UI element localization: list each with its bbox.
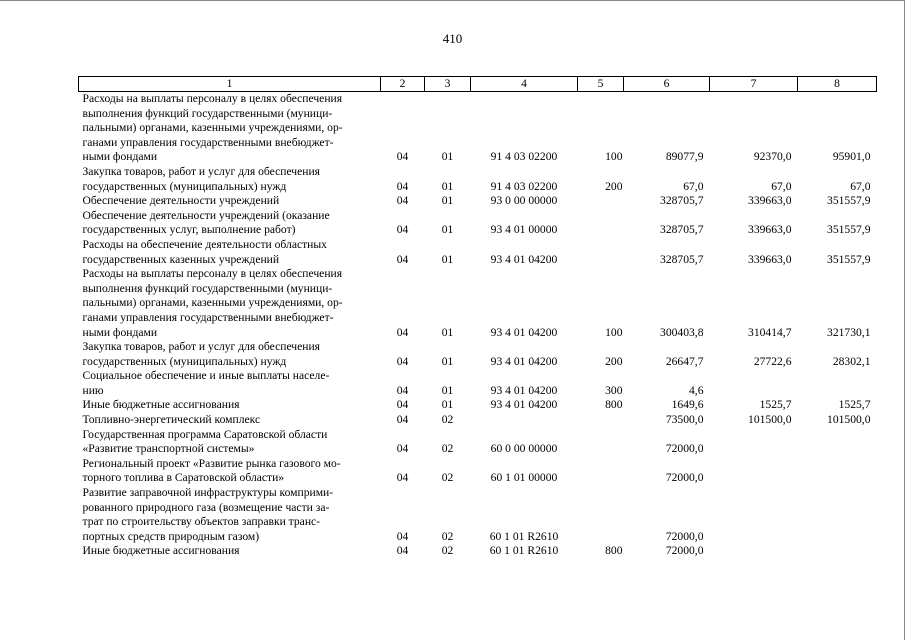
row-description xyxy=(79,457,381,486)
page-top-edge xyxy=(0,0,905,1)
table-row xyxy=(79,544,877,559)
amount-year-3: 28302,1 xyxy=(832,354,871,368)
description-line: государственных (муниципальных) нужд xyxy=(82,179,287,193)
amount-year-3 xyxy=(798,457,877,486)
subsection-code: 01 xyxy=(441,194,454,208)
section-code: 04 xyxy=(396,544,409,558)
section-code: 04 xyxy=(396,442,409,456)
table-row xyxy=(79,486,877,544)
subsection-code: 01 xyxy=(441,150,454,164)
amount-year-2 xyxy=(710,369,798,398)
page-number: 410 xyxy=(442,31,463,46)
column-header: 1 xyxy=(79,77,381,92)
subsection-code: 02 xyxy=(441,544,454,558)
description-line: Расходы на обеспечение деятельности областных xyxy=(82,237,327,251)
section-code: 04 xyxy=(396,413,409,427)
column-header: 4 xyxy=(471,77,578,92)
amount-year-2: 67,0 xyxy=(771,179,792,193)
description-line: пальными) органами, казенными учреждениями, ор- xyxy=(82,296,343,310)
subsection-code: 02 xyxy=(441,442,454,456)
amount-year-3: 351557,9 xyxy=(827,194,871,208)
description-line: трат по строительству объектов заправки транс- xyxy=(82,515,321,529)
table-row xyxy=(79,340,877,369)
section-code: 04 xyxy=(396,471,409,485)
target-article-code: 93 4 01 04200 xyxy=(490,325,558,339)
description-line: нию xyxy=(82,383,104,397)
amount-year-1: 328705,7 xyxy=(660,194,704,208)
expense-type-code xyxy=(578,413,624,428)
subsection-code: 01 xyxy=(441,252,454,266)
description-line: Обеспечение деятельности учреждений (оказание xyxy=(82,208,330,222)
table-row xyxy=(79,398,877,413)
description-line: Государственная программа Саратовской области xyxy=(82,427,328,441)
amount-year-2: 339663,0 xyxy=(748,194,792,208)
section-code: 04 xyxy=(396,223,409,237)
expense-type-code: 100 xyxy=(605,325,623,339)
target-article-code: 93 4 01 04200 xyxy=(490,252,558,266)
description-line: государственных (муниципальных) нужд xyxy=(82,354,287,368)
description-line: выполнения функций государственными (муници- xyxy=(82,106,333,120)
description-line: Расходы на выплаты персоналу в целях обеспечения xyxy=(82,92,343,105)
column-header: 5 xyxy=(578,77,624,92)
table-row xyxy=(79,428,877,457)
section-code: 04 xyxy=(396,529,409,543)
table-row xyxy=(79,165,877,194)
subsection-code: 02 xyxy=(441,529,454,543)
description-line: Закупка товаров, работ и услуг для обеспечения xyxy=(82,340,321,354)
description-line: ными фондами xyxy=(82,325,158,339)
amount-year-1: 328705,7 xyxy=(660,223,704,237)
target-article-code: 93 4 01 04200 xyxy=(490,383,558,397)
description-line: «Развитие транспортной системы» xyxy=(82,442,255,456)
amount-year-3 xyxy=(798,369,877,398)
description-line: выполнения функций государственными (муници- xyxy=(82,281,333,295)
target-article-code: 93 4 01 04200 xyxy=(490,354,558,368)
amount-year-1: 72000,0 xyxy=(665,544,704,558)
target-article-code: 93 4 01 00000 xyxy=(490,223,558,237)
column-header: 2 xyxy=(381,77,425,92)
description-line: пальными) органами, казенными учреждениями, ор- xyxy=(82,121,343,135)
description-line: Иные бюджетные ассигнования xyxy=(82,398,240,412)
amount-year-1: 72000,0 xyxy=(665,471,704,485)
amount-year-3 xyxy=(798,486,877,544)
expense-type-code: 800 xyxy=(605,544,623,558)
target-article-code: 93 0 00 00000 xyxy=(490,194,558,208)
amount-year-2: 92370,0 xyxy=(753,150,792,164)
table-header-row xyxy=(79,77,877,92)
description-line: портных средств природным газом) xyxy=(82,529,260,543)
row-description xyxy=(79,398,381,413)
expense-type-code xyxy=(578,194,624,209)
expense-type-code xyxy=(578,238,624,267)
amount-year-3: 351557,9 xyxy=(827,223,871,237)
row-description xyxy=(79,238,381,267)
expense-type-code xyxy=(578,457,624,486)
column-header: 7 xyxy=(710,77,798,92)
description-line: Закупка товаров, работ и услуг для обеспечения xyxy=(82,164,321,178)
subsection-code: 01 xyxy=(441,223,454,237)
description-line: государственных казенных учреждений xyxy=(82,252,280,266)
expense-type-code xyxy=(578,428,624,457)
column-header: 3 xyxy=(425,77,471,92)
amount-year-1: 89077,9 xyxy=(665,150,704,164)
section-code: 04 xyxy=(396,194,409,208)
amount-year-1: 73500,0 xyxy=(665,413,704,427)
table-row xyxy=(79,413,877,428)
amount-year-2 xyxy=(710,457,798,486)
amount-year-2: 1525,7 xyxy=(759,398,792,412)
amount-year-1: 4,6 xyxy=(689,383,704,397)
section-code: 04 xyxy=(396,325,409,339)
subsection-code: 01 xyxy=(441,179,454,193)
amount-year-2: 101500,0 xyxy=(748,413,792,427)
target-article-code: 91 4 03 02200 xyxy=(490,150,558,164)
section-code: 04 xyxy=(396,252,409,266)
amount-year-3: 67,0 xyxy=(850,179,871,193)
amount-year-2: 27722,6 xyxy=(753,354,792,368)
description-line: торного топлива в Саратовской области» xyxy=(82,471,285,485)
description-line: Иные бюджетные ассигнования xyxy=(82,544,240,558)
subsection-code: 02 xyxy=(441,413,454,427)
amount-year-1: 300403,8 xyxy=(660,325,704,339)
target-article-code: 60 1 01 R2610 xyxy=(489,544,559,558)
table-row xyxy=(79,209,877,238)
amount-year-2: 339663,0 xyxy=(748,252,792,266)
subsection-code: 01 xyxy=(441,325,454,339)
row-description xyxy=(79,413,381,428)
amount-year-2 xyxy=(710,428,798,457)
subsection-code: 01 xyxy=(441,354,454,368)
target-article-code: 91 4 03 02200 xyxy=(490,179,558,193)
amount-year-3 xyxy=(798,428,877,457)
section-code: 04 xyxy=(396,383,409,397)
amount-year-2 xyxy=(710,486,798,544)
amount-year-1: 72000,0 xyxy=(665,529,704,543)
table-row xyxy=(79,369,877,398)
description-line: ганами управления государственными внебюджет- xyxy=(82,310,334,324)
row-description xyxy=(79,165,381,194)
row-description xyxy=(79,486,381,544)
section-code: 04 xyxy=(396,179,409,193)
expense-type-code: 100 xyxy=(605,150,623,164)
description-line: Обеспечение деятельности учреждений xyxy=(82,194,280,208)
table-row xyxy=(79,267,877,340)
subsection-code: 01 xyxy=(441,383,454,397)
target-article-code: 60 1 01 00000 xyxy=(490,471,558,485)
target-article-code: 60 1 01 R2610 xyxy=(489,529,559,543)
table-row xyxy=(79,194,877,209)
section-code: 04 xyxy=(396,150,409,164)
subsection-code: 01 xyxy=(441,398,454,412)
amount-year-3: 321730,1 xyxy=(827,325,871,339)
expense-type-code: 200 xyxy=(605,179,623,193)
table-row xyxy=(79,92,877,165)
column-header: 6 xyxy=(624,77,710,92)
description-line: рованного природного газа (возмещение части за- xyxy=(82,500,330,514)
row-description xyxy=(79,267,381,340)
amount-year-3: 101500,0 xyxy=(827,413,871,427)
amount-year-3: 95901,0 xyxy=(832,150,871,164)
description-line: Социальное обеспечение и иные выплаты населе- xyxy=(82,369,330,383)
column-header: 8 xyxy=(798,77,877,92)
target-article-code: 93 4 01 04200 xyxy=(490,398,558,412)
amount-year-1: 328705,7 xyxy=(660,252,704,266)
row-description xyxy=(79,369,381,398)
expense-type-code xyxy=(578,486,624,544)
section-code: 04 xyxy=(396,354,409,368)
amount-year-1: 26647,7 xyxy=(665,354,704,368)
description-line: Региональный проект «Развитие рынка газового мо- xyxy=(82,456,341,470)
amount-year-1: 1649,6 xyxy=(671,398,704,412)
expense-type-code xyxy=(578,209,624,238)
subsection-code: 02 xyxy=(441,471,454,485)
section-code: 04 xyxy=(396,398,409,412)
amount-year-1: 67,0 xyxy=(683,179,704,193)
table-body xyxy=(79,92,877,560)
row-description xyxy=(79,92,381,165)
target-article-code: 60 0 00 00000 xyxy=(490,442,558,456)
description-line: Топливно-энергетический комплекс xyxy=(82,413,261,427)
amount-year-2: 310414,7 xyxy=(748,325,792,339)
row-description xyxy=(79,428,381,457)
row-description xyxy=(79,544,381,559)
budget-table xyxy=(78,76,877,559)
row-description xyxy=(79,194,381,209)
description-line: ными фондами xyxy=(82,150,158,164)
amount-year-2: 339663,0 xyxy=(748,223,792,237)
target-article-code xyxy=(471,413,578,428)
table-row xyxy=(79,238,877,267)
amount-year-2 xyxy=(710,544,798,559)
row-description xyxy=(79,340,381,369)
amount-year-3 xyxy=(798,544,877,559)
expense-type-code: 300 xyxy=(605,383,623,397)
description-line: Расходы на выплаты персоналу в целях обеспечения xyxy=(82,267,343,281)
table-row xyxy=(79,457,877,486)
expense-type-code: 200 xyxy=(605,354,623,368)
expense-type-code: 800 xyxy=(605,398,623,412)
row-description xyxy=(79,209,381,238)
amount-year-1: 72000,0 xyxy=(665,442,704,456)
description-line: ганами управления государственными внебюджет- xyxy=(82,135,334,149)
description-line: государственных услуг, выполнение работ) xyxy=(82,223,296,237)
amount-year-3: 351557,9 xyxy=(827,252,871,266)
description-line: Развитие заправочной инфраструктуры комприми- xyxy=(82,486,334,500)
amount-year-3: 1525,7 xyxy=(838,398,871,412)
